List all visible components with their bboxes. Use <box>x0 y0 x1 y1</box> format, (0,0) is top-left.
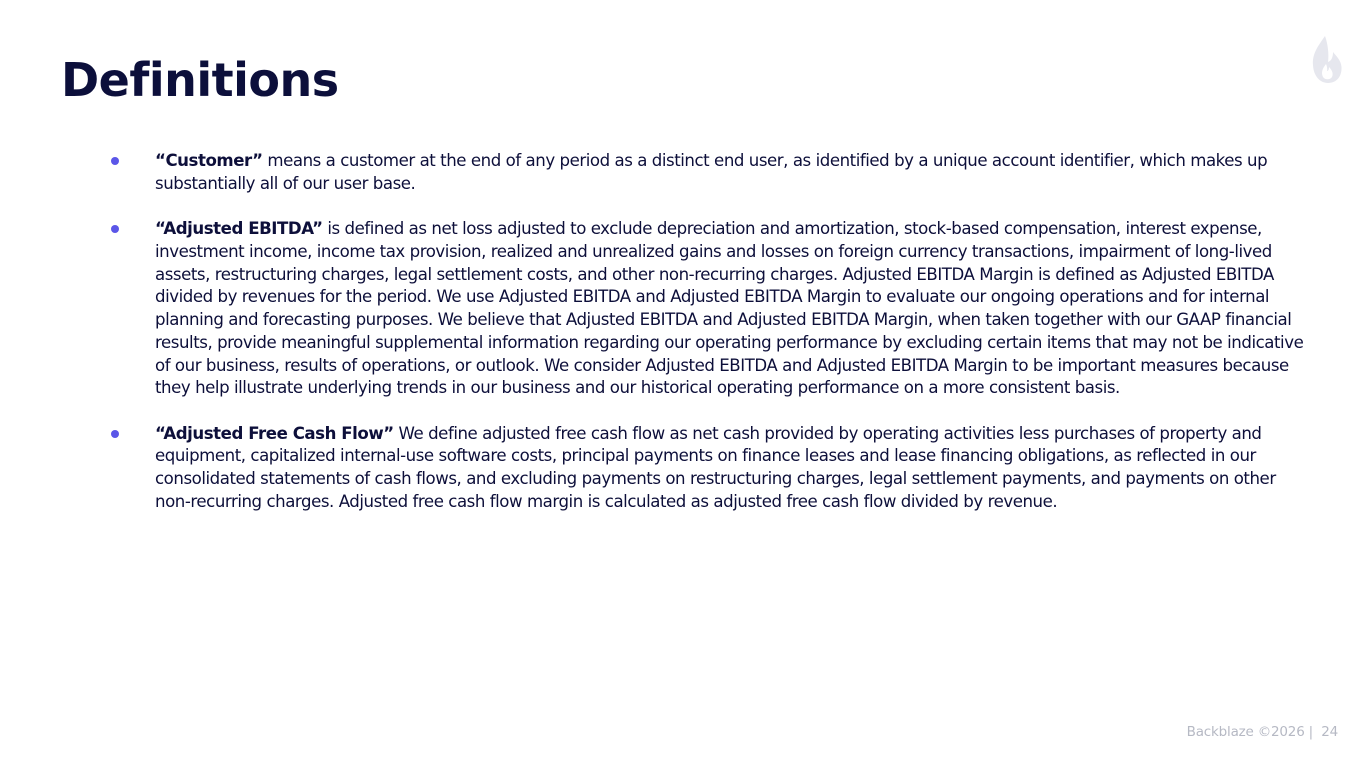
bullet-icon <box>111 430 119 438</box>
definition-term: “Adjusted EBITDA” <box>155 219 323 238</box>
definitions-list <box>0 150 1365 536</box>
definition-item-adjusted-free-cash-flow <box>0 423 1365 514</box>
definition-term: “Customer” <box>155 151 263 170</box>
definition-term: “Adjusted Free Cash Flow” <box>155 423 394 443</box>
definition-body: means a customer at the end of any period as a distinct end user, as identified by a unique account identifier, which makes up substantially all of our user base. <box>155 151 1268 193</box>
bullet-icon <box>111 157 119 165</box>
definition-item-customer <box>0 150 1365 196</box>
bullet-icon <box>111 225 119 233</box>
definition-body: is defined as net loss adjusted to exclude depreciation and amortization, stock-based compensation, interest expense, investment income, income tax provision, realized and unrealized gains and losses on foreign currency transactions, impairment of long-lived assets, restructuring charges, legal settlement costs, and other non-recurring charges. Adjusted EBITDA Margin is defined as Adjusted EBITDA divided by revenues for the period. We use Adjusted EBITDA and Adjusted EBITDA Margin to evaluate our ongoing operations and for internal planning and forecasting purposes. We believe that Adjusted EBITDA and Adjusted EBITDA Margin, when taken together with our GAAP financial results, provide meaningful supplemental information regarding our operating performance by excluding certain items that may not be indicative of our business, results of operations, or outlook. We consider Adjusted EBITDA and Adjusted EBITDA Margin to be important measures because they help illustrate underlying trends in our business and our historical operating performance on a more consistent basis. <box>155 219 1304 398</box>
definition-item-adjusted-ebitda <box>0 218 1365 400</box>
definition-text <box>155 218 1307 400</box>
definition-text <box>155 150 1307 196</box>
definition-body: We define adjusted free cash flow as net cash provided by operating activities less purchases of property and equipment, capitalized internal-use software costs, principal payments on finance leases and lease financing obligations, as reflected in our consolidated statements of cash flows, and excluding payments on restructuring charges, legal settlement payments, and payments on other non-recurring charges. Adjusted free cash flow margin is calculated as adjusted free cash flow divided by revenue. <box>155 423 1276 511</box>
flame-logo-icon <box>1308 34 1346 86</box>
definition-text <box>155 423 1307 514</box>
page-number: 24 <box>1321 724 1338 740</box>
page-title: Definitions <box>61 53 339 107</box>
slide-footer <box>1187 723 1338 741</box>
copyright-text: Backblaze ©2026 | <box>1186 724 1314 740</box>
